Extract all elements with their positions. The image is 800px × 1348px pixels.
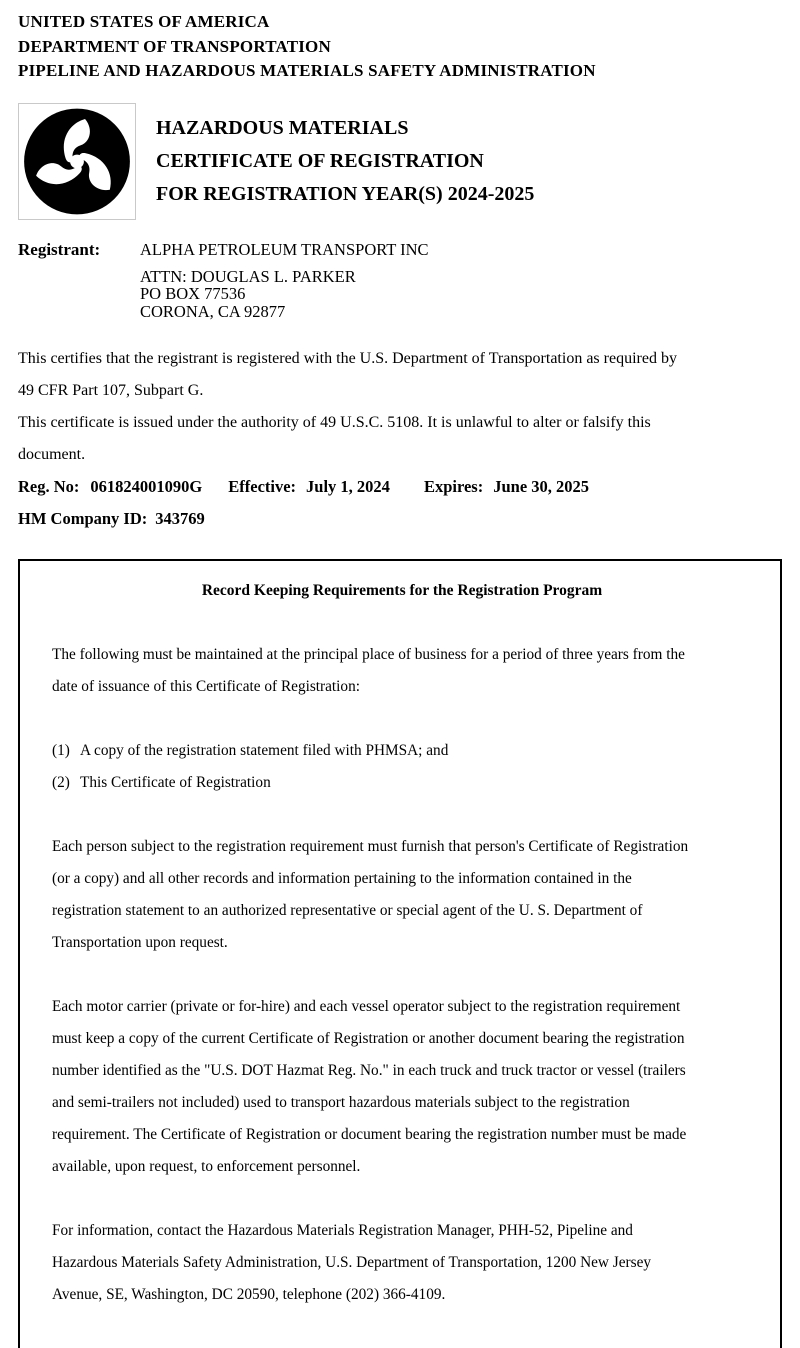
paragraph-line: Transportation upon request. [52, 934, 228, 951]
registrant-label: Registrant: [18, 239, 101, 259]
registrant-name: ALPHA PETROLEUM TRANSPORT INC [140, 239, 429, 259]
effective-label: Effective: [228, 477, 297, 496]
expires-label: Expires: [423, 477, 484, 496]
effective-value: July 1, 2024 [306, 477, 390, 496]
list-item-1-number: (1) [52, 742, 70, 759]
record-keeping-intro [52, 639, 752, 703]
paragraph-line: This certifies that the registrant is registered with the U.S. Department of Transportation as required by [18, 350, 677, 367]
paragraph-line: For information, contact the Hazardous Materials Registration Manager, PHH-52, Pipeline and [52, 1222, 633, 1239]
paragraph-line: Avenue, SE, Washington, DC 20590, telephone (202) 366-4109. [52, 1286, 446, 1303]
agency-header-line-1: UNITED STATES OF AMERICA [18, 12, 270, 31]
paragraph-line: The following must be maintained at the principal place of business for a period of three years from the [52, 646, 685, 663]
furnish-paragraph [52, 831, 752, 959]
paragraph-line: Each motor carrier (private or for-hire) and each vessel operator subject to the registration requirement [52, 998, 681, 1015]
paragraph-line: requirement. The Certificate of Registration or document bearing the registration number must be made [52, 1126, 687, 1143]
paragraph-line: Each person subject to the registration requirement must furnish that person's Certificate of Registration [52, 838, 689, 855]
expires-value: June 30, 2025 [493, 477, 590, 496]
agency-header-line-2: DEPARTMENT OF TRANSPORTATION [18, 36, 331, 56]
record-keeping-heading: Record Keeping Requirements for the Registration Program [201, 582, 603, 599]
certification-text [18, 343, 782, 535]
registrant-section [18, 239, 782, 321]
record-keeping-box [18, 559, 782, 1348]
list-item-2 [52, 767, 752, 799]
certification-paragraph-2 [18, 407, 782, 471]
paragraph-line: This certificate is issued under the authority of 49 U.S.C. 5108. It is unlawful to alter or falsify this [18, 414, 651, 431]
agency-header-line-3: PIPELINE AND HAZARDOUS MATERIALS SAFETY ADMINISTRATION [18, 61, 596, 80]
paragraph-line: number identified as the "U.S. DOT Hazmat Reg. No." in each truck and truck tractor or vessel (trailers [52, 1062, 686, 1079]
registrant-attn-line: ATTN: DOUGLAS L. PARKER [140, 266, 356, 286]
paragraph-line: 49 CFR Part 107, Subpart G. [18, 382, 204, 399]
list-item-2-text: This Certificate of Registration [80, 774, 271, 791]
registrant-city-line: CORONA, CA 92877 [140, 301, 286, 321]
certificate-title-line-1: HAZARDOUS MATERIALS [156, 116, 409, 139]
registrant-address [140, 268, 429, 321]
reg-no-label: Reg. No: [18, 477, 80, 496]
hm-company-id-value: 343769 [155, 509, 205, 528]
carrier-paragraph [52, 991, 752, 1183]
list-item-2-number: (2) [52, 774, 70, 791]
hm-company-id-line [18, 503, 782, 535]
agency-header [18, 10, 782, 84]
paragraph-line: must keep a copy of the current Certificate of Registration or another document bearing the registration [52, 1030, 685, 1047]
paragraph-line: available, upon request, to enforcement personnel. [52, 1158, 361, 1175]
certificate-title-line-3: FOR REGISTRATION YEAR(S) 2024-2025 [156, 182, 535, 205]
record-keeping-list [52, 735, 752, 799]
us-dot-seal-icon [18, 103, 136, 220]
paragraph-line: registration statement to an authorized representative or special agent of the U. S. Department of [52, 902, 643, 919]
list-item-1-text: A copy of the registration statement filed with PHMSA; and [80, 742, 449, 759]
list-item-1 [52, 735, 752, 767]
certificate-title [156, 112, 534, 211]
hm-company-id-label: HM Company ID: [18, 509, 148, 528]
registrant-pobox-line: PO BOX 77536 [140, 284, 246, 303]
paragraph-line: date of issuance of this Certificate of Registration: [52, 678, 360, 695]
masthead [18, 103, 782, 220]
paragraph-line: document. [18, 446, 86, 463]
registration-details [18, 471, 782, 535]
contact-paragraph [52, 1215, 752, 1311]
registration-numbers-line [18, 471, 782, 503]
reg-no-value: 061824001090G [90, 477, 203, 496]
paragraph-line: and semi-trailers not included) used to transport hazardous materials subject to the registration [52, 1094, 630, 1111]
paragraph-line: Hazardous Materials Safety Administration, U.S. Department of Transportation, 1200 New Jersey [52, 1254, 652, 1271]
registrant-value [140, 239, 429, 321]
certificate-title-line-2: CERTIFICATE OF REGISTRATION [156, 149, 484, 172]
paragraph-line: (or a copy) and all other records and information pertaining to the information contained in the [52, 870, 632, 887]
certification-paragraph-1 [18, 343, 782, 407]
